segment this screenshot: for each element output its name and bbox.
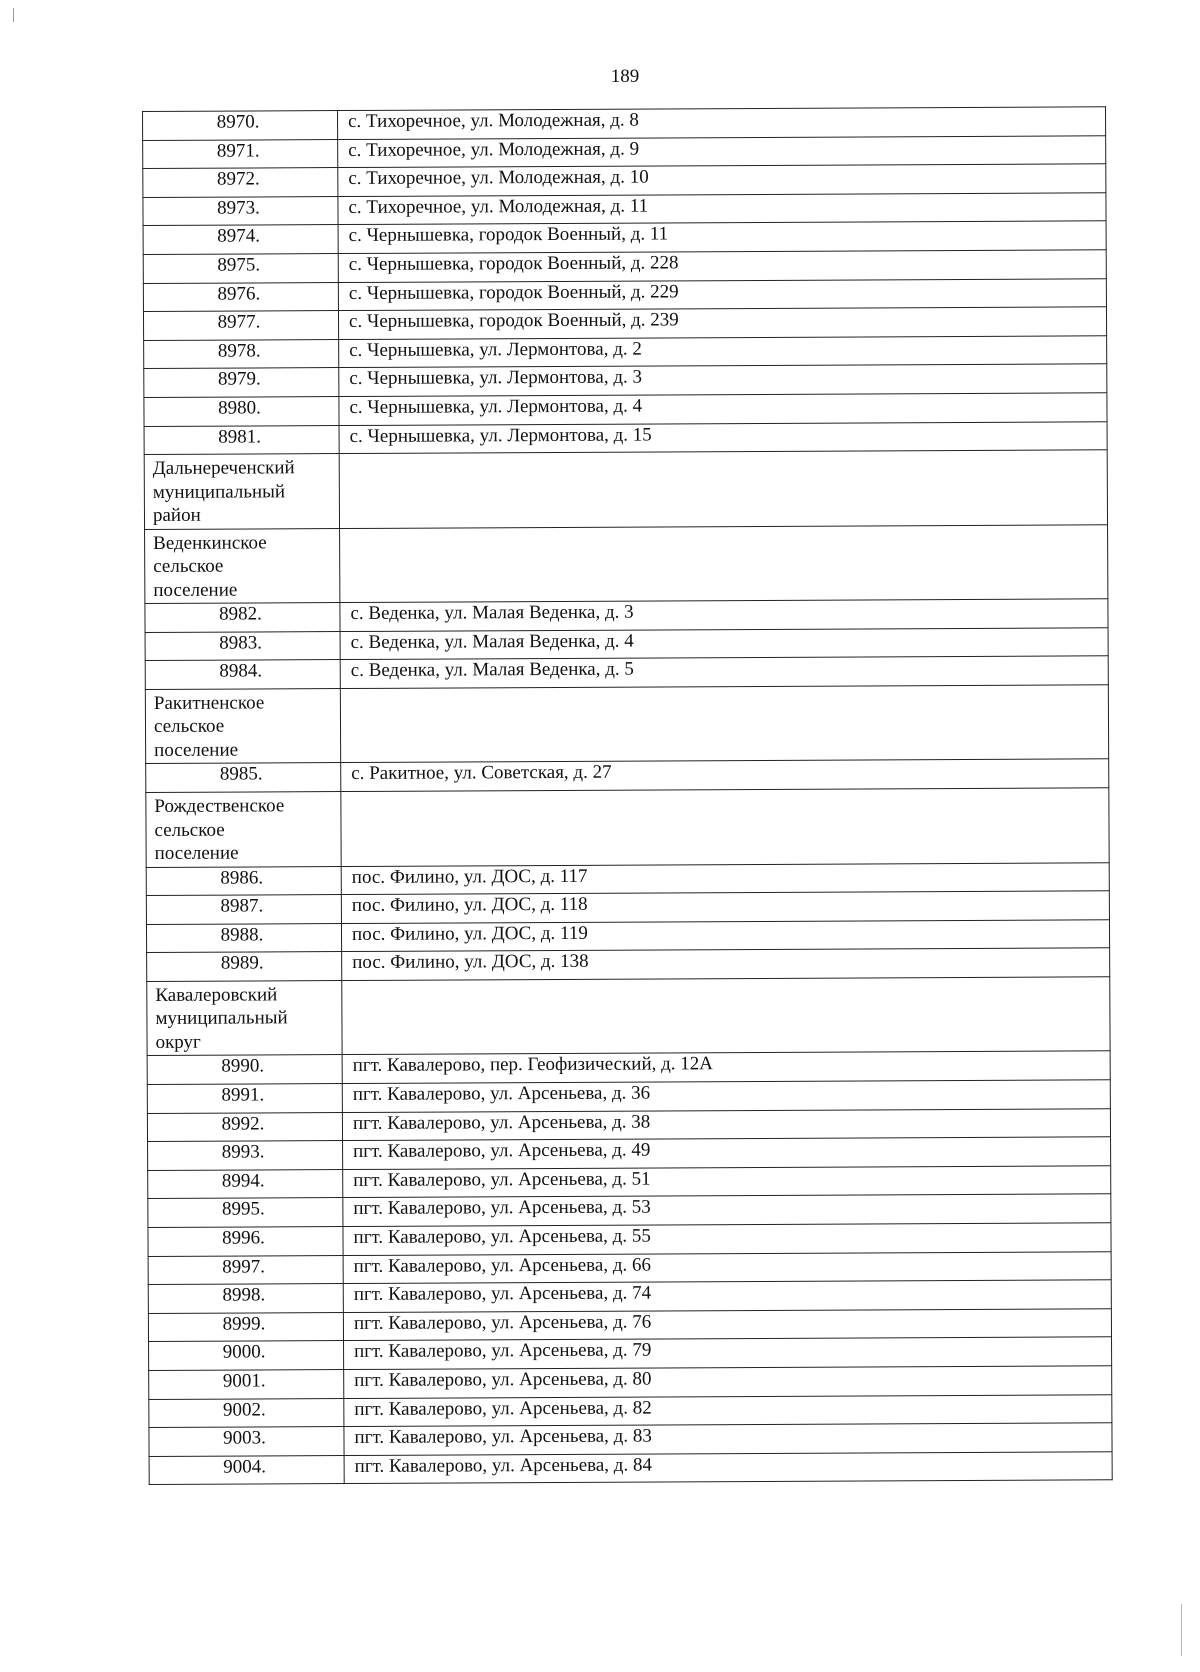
group-heading-line: округ (155, 1031, 201, 1053)
row-number: 8988. (146, 923, 341, 953)
row-address: пгт. Кавалерово, ул. Арсеньева, д. 84 (344, 1451, 1112, 1483)
group-heading-line: район (152, 504, 201, 527)
row-number: 8974. (143, 225, 338, 255)
row-address: пгт. Кавалерово, ул. Арсеньева, д. 74 (343, 1280, 1111, 1312)
row-number: 8995. (148, 1198, 343, 1228)
group-heading-line: Кавалеровский (155, 984, 278, 1006)
group-heading-cell (145, 688, 340, 763)
table-row (145, 656, 1108, 689)
row-number: 9002. (149, 1398, 344, 1428)
group-heading-row (146, 788, 1109, 867)
group-heading-cell (146, 792, 341, 867)
row-number: 8992. (147, 1112, 342, 1142)
group-heading-line: сельское (153, 716, 225, 738)
row-number: 8981. (144, 425, 339, 455)
address-table-body (143, 107, 1113, 1485)
row-address: пгт. Кавалерово, ул. Арсеньева, д. 82 (344, 1394, 1112, 1426)
row-number: 8993. (148, 1141, 343, 1171)
page-number: 189 (610, 66, 640, 87)
row-address: пос. Филино, ул. ДОС, д. 138 (342, 948, 1110, 980)
row-address: пгт. Кавалерово, ул. Арсеньева, д. 79 (344, 1337, 1112, 1369)
group-heading-line: Рождественское (154, 795, 285, 817)
row-number: 8975. (143, 254, 338, 284)
table-row (145, 599, 1108, 632)
table-row (143, 307, 1106, 340)
row-address: с. Тихоречное, ул. Молодежная, д. 8 (338, 107, 1106, 139)
row-number: 8973. (143, 196, 338, 226)
row-address: с. Чернышевка, городок Военный, д. 228 (338, 250, 1106, 282)
row-address: пос. Филино, ул. ДОС, д. 118 (341, 891, 1109, 923)
row-address: пгт. Кавалерово, ул. Арсеньева, д. 38 (342, 1108, 1110, 1140)
row-number: 9001. (149, 1369, 344, 1399)
row-number: 8990. (147, 1055, 342, 1085)
group-heading-line: Ракитненское (153, 692, 265, 714)
row-address: с. Чернышевка, городок Военный, д. 11 (338, 221, 1106, 253)
row-number: 8997. (148, 1255, 343, 1285)
row-address: с. Тихоречное, ул. Молодежная, д. 9 (338, 135, 1106, 167)
row-number: 9004. (149, 1455, 344, 1485)
row-address: с. Тихоречное, ул. Молодежная, д. 11 (338, 193, 1106, 225)
group-heading-line: муниципальный (152, 480, 286, 503)
row-number: 8970. (143, 111, 338, 141)
row-address: с. Тихоречное, ул. Молодежная, д. 10 (338, 164, 1106, 196)
row-number: 9003. (149, 1427, 344, 1457)
table-row (144, 421, 1107, 454)
row-address: пгт. Кавалерово, ул. Арсеньева, д. 36 (342, 1080, 1110, 1112)
row-address: пгт. Кавалерово, ул. Арсеньева, д. 66 (343, 1251, 1111, 1283)
row-number: 8998. (148, 1284, 343, 1314)
table-row (146, 759, 1109, 792)
table-row (144, 336, 1107, 369)
row-number: 8976. (143, 282, 338, 312)
group-heading-row (145, 524, 1108, 603)
row-address: с. Чернышевка, ул. Лермонтова, д. 2 (339, 336, 1107, 368)
group-heading-line: муниципальный (155, 1007, 288, 1030)
address-table (142, 106, 1113, 1485)
row-number: 8996. (148, 1226, 343, 1256)
group-empty-cell (341, 788, 1109, 866)
group-empty-cell (340, 685, 1108, 763)
row-address: с. Ракитное, ул. Советская, д. 27 (341, 759, 1109, 791)
row-number: 8982. (145, 603, 340, 633)
group-heading-row (144, 450, 1107, 529)
row-number: 8986. (146, 866, 341, 896)
row-number: 8977. (143, 311, 338, 341)
row-number: 8989. (147, 952, 342, 982)
group-heading-line: поселение (154, 739, 239, 761)
row-address: с. Чернышевка, ул. Лермонтова, д. 3 (339, 364, 1107, 396)
row-number: 8987. (146, 895, 341, 925)
row-number: 8985. (146, 763, 341, 793)
group-heading-cell (147, 980, 342, 1055)
row-address: пгт. Кавалерово, ул. Арсеньева, д. 49 (343, 1137, 1111, 1169)
group-heading-line: поселение (153, 579, 238, 601)
group-empty-cell (339, 450, 1107, 528)
row-address: с. Чернышевка, городок Военный, д. 229 (338, 278, 1106, 310)
row-address: пгт. Кавалерово, ул. Арсеньева, д. 53 (343, 1194, 1111, 1226)
row-number: 8991. (147, 1084, 342, 1114)
row-address: пос. Филино, ул. ДОС, д. 117 (341, 862, 1109, 894)
row-address: пос. Филино, ул. ДОС, д. 119 (341, 919, 1109, 951)
row-number: 9000. (149, 1341, 344, 1371)
scan-edge-mark (13, 8, 14, 22)
row-address: пгт. Кавалерово, ул. Арсеньева, д. 83 (344, 1423, 1112, 1455)
group-heading-line: сельское (154, 819, 225, 841)
scan-edge-mark (1181, 1604, 1182, 1656)
row-address: с. Чернышевка, городок Военный, д. 239 (338, 307, 1106, 339)
row-number: 8980. (144, 396, 339, 426)
group-heading-line: сельское (153, 555, 224, 578)
group-heading-row (147, 977, 1110, 1056)
group-heading-line: поселение (154, 842, 239, 864)
table-row (144, 364, 1107, 397)
group-heading-line: Веденкинское (153, 532, 267, 554)
group-heading-cell (144, 454, 339, 529)
row-number: 8978. (144, 339, 339, 369)
row-address: пгт. Кавалерово, ул. Арсеньева, д. 51 (343, 1166, 1111, 1198)
row-number: 8994. (148, 1169, 343, 1199)
row-address: с. Веденка, ул. Малая Веденка, д. 4 (340, 628, 1108, 660)
row-address: с. Чернышевка, ул. Лермонтова, д. 15 (339, 421, 1107, 453)
group-empty-cell (342, 977, 1110, 1055)
table-row (144, 393, 1107, 426)
table-row (145, 628, 1108, 661)
group-empty-cell (340, 524, 1108, 602)
row-address: пгт. Кавалерово, ул. Арсеньева, д. 80 (344, 1366, 1112, 1398)
row-address: пгт. Кавалерово, пер. Геофизический, д. 12А (342, 1051, 1110, 1083)
row-number: 8972. (143, 168, 338, 198)
group-heading-line: Дальнереченский (152, 457, 295, 480)
group-heading-row (145, 685, 1108, 764)
row-address: с. Веденка, ул. Малая Веденка, д. 5 (340, 656, 1108, 688)
row-number: 8979. (144, 368, 339, 398)
table-row (149, 1451, 1112, 1484)
group-heading-cell (145, 528, 340, 603)
row-number: 8999. (148, 1312, 343, 1342)
row-address: пгт. Кавалерово, ул. Арсеньева, д. 76 (343, 1308, 1111, 1340)
row-address: с. Веденка, ул. Малая Веденка, д. 3 (340, 599, 1108, 631)
row-number: 8983. (145, 631, 340, 661)
row-number: 8984. (145, 660, 340, 690)
row-address: с. Чернышевка, ул. Лермонтова, д. 4 (339, 393, 1107, 425)
row-number: 8971. (143, 139, 338, 169)
row-address: пгт. Кавалерово, ул. Арсеньева, д. 55 (343, 1223, 1111, 1255)
